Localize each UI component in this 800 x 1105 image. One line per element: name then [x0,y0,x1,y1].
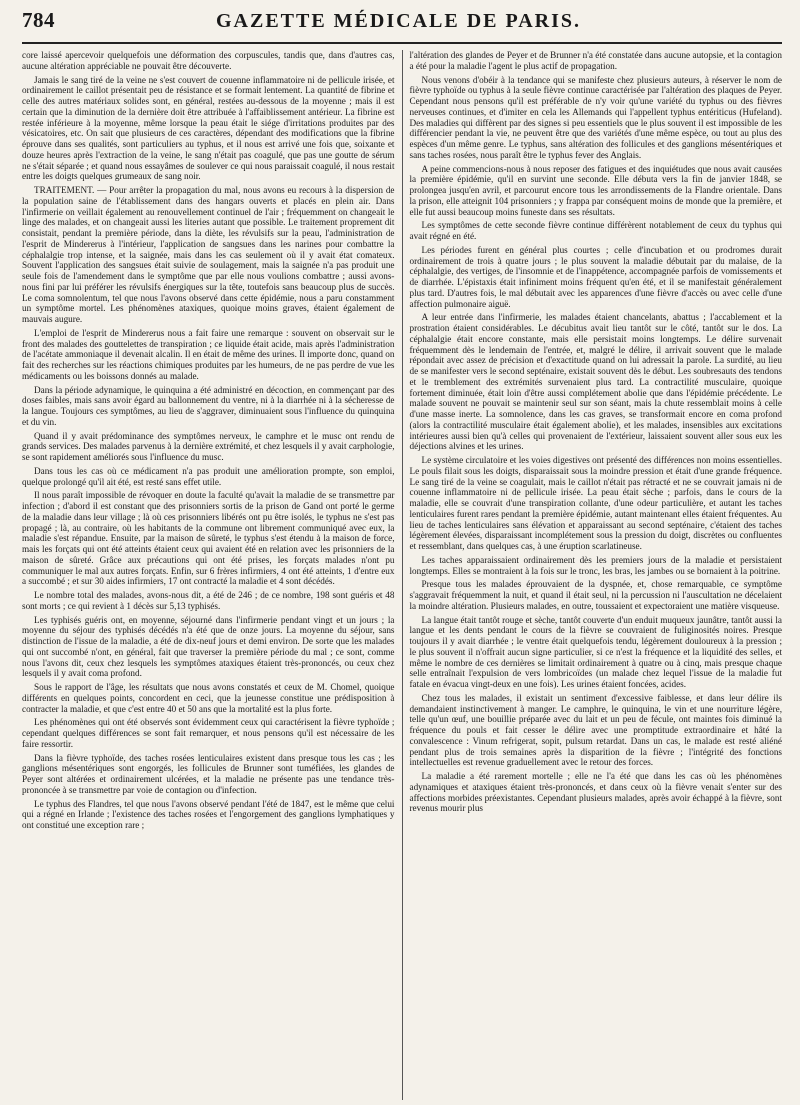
paragraph: Les taches apparaissaient ordinairement dès les premiers jours de la maladie et persistaient longtemps. Elles se montraient à la fois sur le tronc, les bras, les jambes ou se bornaient à la poitrine. [409,554,782,576]
journal-title: GAZETTE MÉDICALE DE PARIS. [215,10,582,32]
paragraph: Jamais le sang tiré de la veine ne s'est couvert de couenne inflammatoire ni de pellicule irisée, et ordinairement le caillot présentait peu de résistance et se formait lentement. La quantité de fibrine et celle des autres matériaux solides sont, en général, restées au-dessous de la moyenne ; mais il est certain que la diminution de la dernière doit être attribuée à l'affaiblissement antérieur. La fibrine est restée inférieure à la moyenne, même lorsque la peau était le siége d'irritations produites par des vésicatoires, etc. On sait que plusieurs de ces caractères, dépendant des modifications que la fibrine éprouve dans ses qualités, sont particuliers au typhus, et il nous est arrivé une fois que, soixante et douze heures après l'extraction de la veine, le sang n'était pas coagulé, que pas une goutte de sérum ne s'était séparée ; et quand nous essayâmes de soulever ce qui nous paraissait coagulé, il nous restait entre les doigts quelques grumeaux de sang noir. [22,74,395,182]
paragraph: core laissé apercevoir quelquefois une déformation des corpuscules, tandis que, dans d'autres cas, aucune altération appréciable ne pouvait être découverte. [22,50,395,71]
page-header [22,8,782,44]
paragraph: l'altération des glandes de Peyer et de Brunner n'a été constatée dans aucune autopsie, et la contagion a été pour la maladie l'agent le plus actif de propagation. [409,50,782,71]
paragraph: Quand il y avait prédominance des symptômes nerveux, le camphre et le musc ont rendu de grands services. Des malades parvenus à la dernière extrémité, et chez lesquels il y avait carphologie, se sont rapidement améliorés sous l'influence du musc. [22,430,395,462]
page-number: 784 [22,8,55,32]
paragraph: La langue était tantôt rouge et sèche, tantôt couverte d'un enduit muqueux jaunâtre, tantôt aussi la langue et les dents pendant le cours de la fièvre se couvraient de fuliginosités noires. Presque toujours il y avait diarrhée ; le ventre était quelquefois tendu, légèrement douloureux à la pression ; le plus souvent il n'offrait aucun signe particulier, si ce n'est la fréquence et la liquidité des selles, et même le nombre de ces dernières se limitait ordinairement à quatre ou à cinq, mais presque chaque selle entraînait l'expulsion de vers lombricoïdes (un malade chez lequel l'issue de la maladie fut fatale en évacua vingt-deux en une fois). Les urines étaient foncées, acides. [409,614,782,689]
paragraph: La maladie a été rarement mortelle ; elle ne l'a été que dans les cas où les phénomènes adynamiques et ataxiques étaient très-prononcés, et dans ceux où la fièvre venait s'enter sur des affections morbides préexistantes. Cependant plusieurs malades, après avoir échappé à la fièvre, sont revenus mourir plus [409,771,782,814]
text-columns [22,50,782,1100]
paragraph: Le nombre total des malades, avons-nous dit, a été de 246 ; de ce nombre, 198 sont guéris et 48 sont morts ; ce qui revient à 1 décès sur 5,13 typhisés. [22,590,395,611]
paragraph: Les périodes furent en général plus courtes ; celle d'incubation et ou prodromes durait ordinairement de trois à quatre jours ; le plus souvent la maladie débutait par du malaise, de la céphalalgie, des vertiges, de l'insomnie et de l'inappétence, accompagnée parfois de vomissements et de diarrhée. L'épistaxis était infiniment moins fréquent qu'en été, et il se manifestait généralement plus tard. D'autres fois, le mal débutait avec les apparences d'une fièvre d'accès ou avec celle d'une affection pulmonaire aiguë. [409,244,782,309]
right-column [402,50,783,1100]
paragraph: Sous le rapport de l'âge, les résultats que nous avons constatés et ceux de M. Chomel, quoique différents en quelques points, concordent en ceci, que la jeunesse constitue une prédisposition à contracter la maladie, et que c'est entre 40 et 50 ans que la mortalité est la plus forte. [22,682,395,714]
paragraph: Chez tous les malades, il existait un sentiment d'excessive faiblesse, et dans leur délire ils demandaient instinctivement à manger. Le camphre, le quinquina, le vin et une nourriture légère, telle qu'un œuf, une bouillie préparée avec du lait et un peu de fécule, ont maintes fois diminué la fréquence du pouls et fait cesser le délire avec une promptitude extraordinaire et hâté la convalescence : Vinum refrigerat, sopit, pulsum retardat. Dans un cas, le malade est resté aliéné pendant plus de trois semaines après la disparition de la fièvre ; l'intégrité des fonctions intellectuelles est revenue graduellement avec le retour des forces. [409,692,782,768]
paragraph: Les symptômes de cette seconde fièvre continue différèrent notablement de ceux du typhus qui avait régné en été. [409,220,782,241]
paragraph: Dans la période adynamique, le quinquina a été administré en décoction, en commençant par des doses faibles, mais sans avoir égard au ballonnement du ventre, ni à la diarrhée ni à la sécheresse de la langue. Toujours ces symptômes, au lieu de s'aggraver, diminuaient sous l'influence du quinquina et du vin. [22,384,395,427]
paragraph: L'emploi de l'esprit de Mindererus nous a fait faire une remarque : souvent on observait sur le front des malades des gouttelettes de transpiration ; ce liquide était acide, mais après l'administration de l'acétate ammoniaque il devenait alcalin. Il en était de même des urines. Il importe donc, quand on fait des recherches sur les réactions chimiques produites par les humeurs, de ne pas perdre de vue les médicaments ou les boissons donnés au malade. [22,327,395,381]
paragraph: A leur entrée dans l'infirmerie, les malades étaient chancelants, abattus ; l'accablement et la prostration étaient considérables. Le décubitus avait lieu tantôt sur le côté, tantôt sur le dos. La céphalalgie était encore constante, mais elle persistait moins longtemps. Le délire survenait fréquemment dès le lendemain de l'entrée, et, malgré le délire, il arrivait souvent que le malade répondait avec assez de précision et d'exactitude quand on lui adressait la parole. La surdité, au lieu de se manifester vers le second septénaire, existait souvent dès le début. Les soubresauts des tendons et le tremblement des extrémités survenaient plus tard. La contractilité musculaire, quoique fortement diminuée, était loin d'être aussi complétement abolie que dans l'épidémie précédente. Le malade souvent ne pouvait se maintenir seul sur son séant, mais la chute ressemblait moins à celle d'une masse inerte. La somnolence, dans les cas graves, se transformait encore en coma profond (alors la contractilité musculaire était également abolie), et les malades, insensibles aux excitations intérieures aussi bien qu'à celles qui provenaient de l'extérieur, laissaient souvent aller sous eux les déjections alvines et les urines. [409,312,782,452]
paragraph: Les phénomènes qui ont été observés sont évidemment ceux qui caractérisent la fièvre typhoïde ; cependant quelques différences se sont fait remarquer, et nous pensons qu'il est nécessaire de les faire ressortir. [22,717,395,749]
paragraph: Dans tous les cas où ce médicament n'a pas produit une amélioration prompte, son emploi, quelque prolongé qu'il ait été, est resté sans effet utile. [22,465,395,487]
paragraph: A peine commencions-nous à nous reposer des fatigues et des inquiétudes que nous avait causées la première épidémie, qu'il en survint une seconde. Elle débuta vers la fin de janvier 1848, se prolongea jusqu'en avril, et parcourut encore tous les arrondissements de la Flandre orientale. Dans la prison, elle atteignit 104 prisonniers ; y frappa par conséquent moins de monde que la première, et elle fut aussi beaucoup moins funeste dans ses résultats. [409,163,782,217]
paragraph: Nous venons d'obéir à la tendance qui se manifeste chez plusieurs auteurs, à réserver le nom de fièvre typhoïde ou typhus à la seule fièvre continue caractérisée par l'altération des plaques de Peyer. Cependant nous pensons qu'il est préférable de n'y voir qu'une variété du typhus ou des fièvres nerveuses continues, et d'imiter en cela les Allemands qui l'appellent typhus entériticus (Hufeland). Des maladies qui diffèrent par des signes si peu essentiels que le plus souvent il est impossible de les différencier pendant la vie, ne peuvent être que des variétés d'une même espèce, ou tout au plus des espèces d'un même genre. Le typhus, sans altération des follicules et des ganglions mésentériques et sans taches rosées, nous paraît être le typhus fever des Anglais. [409,74,782,160]
paragraph: Le typhus des Flandres, tel que nous l'avons observé pendant l'été de 1847, est le même que celui qui a régné en Irlande ; l'existence des taches rosées et l'engorgement des ganglions lymphatiques y ont constitué une exception rare ; [22,798,395,830]
paragraph: Les typhisés guéris ont, en moyenne, séjourné dans l'infirmerie pendant vingt et un jours ; la moyenne du séjour des typhisés décédés n'a été que de onze jours. La moyenne du séjour, sans distinction de l'issue de la maladie, a été de dix-neuf jours et demi environ. De sorte que les malades qui ont succombé n'ont, en général, fait que traverser la première période du mal ; ce sont, comme nous l'avons dit, ceux chez lesquels les symptômes ataxiques étaient très-prononcés, ou ceux chez lesquels il y avait coma profond. [22,614,395,679]
paragraph: Presque tous les malades éprouvaient de la dyspnée, et, chose remarquable, ce symptôme s'aggravait fréquemment la nuit, et quand il était seul, ni la percussion ni l'auscultation ne décelaient la moindre altération. Plusieurs malades, en outre, toussaient et expectoraient une matière visqueuse. [409,579,782,611]
paragraph: TRAITEMENT. — Pour arrêter la propagation du mal, nous avons eu recours à la dispersion de la population saine de l'établissement dans des hangars ouverts et placés en plein air. Dans l'infirmerie on veillait également au renouvellement continuel de l'air ; fréquemment on changeait le linge des malades, et on changeait aussi les literies autant que possible. Le traitement proprement dit consistait, pendant la première période, dans la diète, les révulsifs sur la peau, l'administration de l'esprit de Mindererus à l'intérieur, l'application de sangsues dans les narines pour combattre la céphalalgie trop intense, et la saignée, mais dans les cas seulement où il y avait état comateux. Souvent l'application des sangsues était suivie de soulagement, mais la saignée n'a pas produit une seule fois de l'amendement dans le symptôme que par elle nous voulions combattre ; aussi avons-nous fini par lui préférer les révulsifs énergiques sur la tête, toutefois sans beaucoup plus de succès. Le coma somnolentum, tel que nous l'avons observé dans cette épidémie, nous a paru constamment un symptôme mortel. Les phénomènes ataxiques, quoique moins graves, étaient également de mauvais augure. [22,185,395,324]
paragraph: Dans la fièvre typhoïde, des taches rosées lenticulaires existent dans presque tous les cas ; les ganglions mésentériques sont engorgés, les follicules de Brunner sont tuméfiées, les glandes de Peyer sont altérées et ordinairement ulcérées, et la maladie ne présente pas une tendance très-prononcée à se transmettre par voie de contagion ou d'infection. [22,752,395,795]
paragraph: Le système circulatoire et les voies digestives ont présenté des différences non moins essentielles. Le pouls filait sous les doigts, disparaissait sous la moindre pression et était d'une grande fréquence. Le sang tiré de la veine se coagulait, mais le caillot n'était pas rétracté et ne se couvrait jamais ni de couenne inflammatoire ni de pellicule irisée. La peau était sèche ; parfois, dans le cours de la maladie, elle se couvrait d'une transpiration collante, d'une odeur particulière, et autant les taches lenticulaires furent rares pendant la première épidémie, autant maintenant elles étaient fréquentes. Au lieu de taches lenticulaires sans élévation et apparaissant au second septénaire, c'étaient des taches légèrement élevées, disparaissant incomplétement sous la pression du doigt, discrètes ou confluentes et ressemblant, dans quelques cas, à une éruption scarlatineuse. [409,455,782,551]
paragraph: Il nous paraît impossible de révoquer en doute la faculté qu'avait la maladie de se transmettre par infection ; d'abord il est constant que des prisonniers sortis de la prison de Gand ont porté le germe de la maladie dans leur village ; là où ces prisonniers libérés ont pu être isolés, le typhus ne s'est pas propagé ; là, au contraire, où les habitants de la commune ont librement communiqué avec eux, la maladie s'est répandue. Ensuite, par la maison de sûreté, le typhus s'est étendu à la maison de force, mais les forçats qui ont été atteints étaient ceux qui avaient été en relation avec les prisonniers de la maison de sûreté. Grâce aux précautions qui ont été prises, les forçats malades n'ont pu communiquer le mal aux autres forçats. Enfin, sur 6 frères infirmiers, 4 ont été atteints, 1 d'entre eux a succombé ; et sur 30 aides infirmiers, 17 ont contracté la maladie et 4 sont décédés. [22,490,395,587]
left-column [22,50,402,1100]
